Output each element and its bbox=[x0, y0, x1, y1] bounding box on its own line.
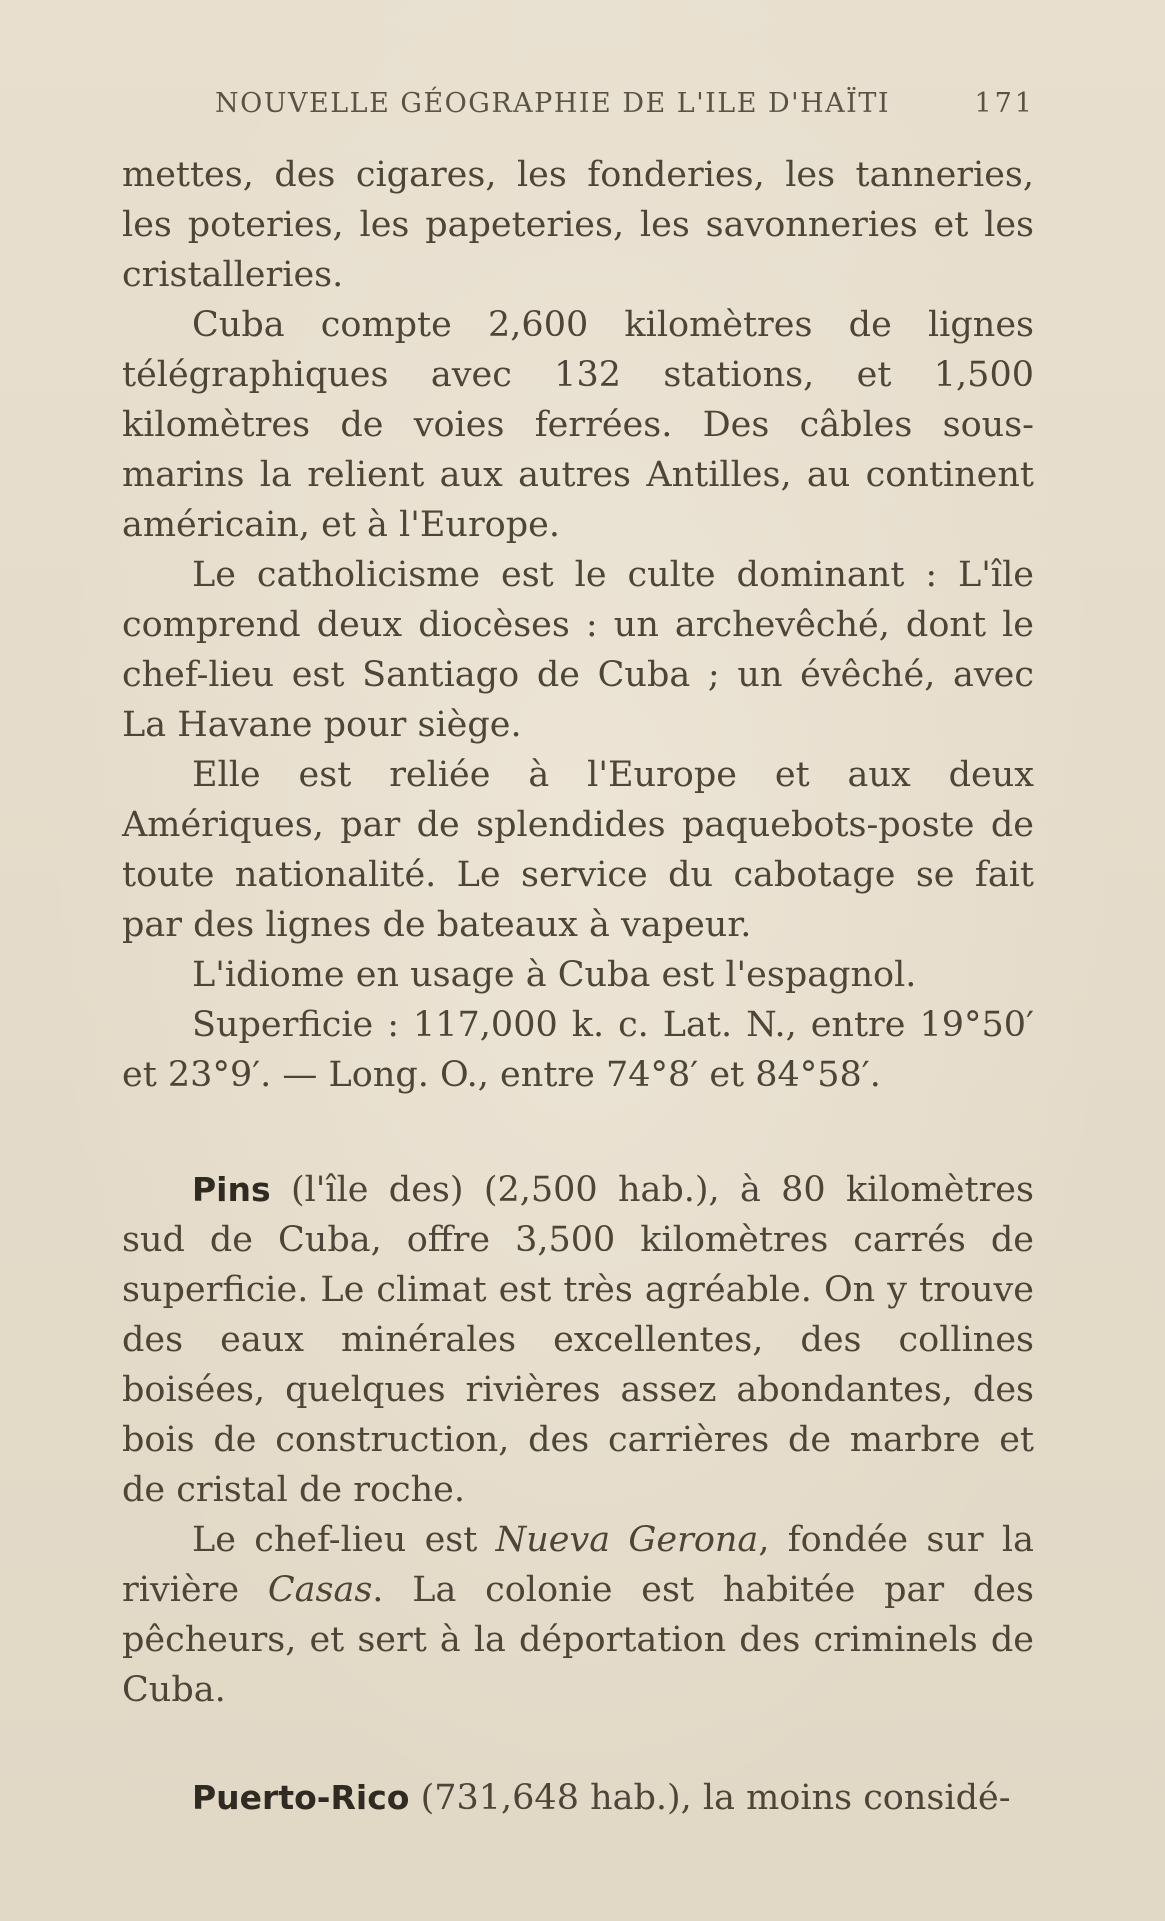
entry-puerto-rico-text: (731,648 hab.), la moins considé- bbox=[420, 1778, 1011, 1818]
paragraph-religion: Le catholicisme est le culte dominant : L'île comprend deux diocèses : un archevêché, dont le chef-lieu est Santiago de Cuba ; un évêché, avec La Havane pour siège. bbox=[122, 555, 1034, 745]
paragraph-continuation: mettes, des cigares, les fonderies, les tanneries, les poteries, les papeteries, les savonneries et les cristalleries. bbox=[122, 155, 1034, 295]
entry-name-pins: Pins bbox=[192, 1170, 271, 1209]
pins-capital-text-b: , fondée sur la rivière bbox=[122, 1520, 1034, 1610]
entry-name-puerto-rico: Puerto-Rico bbox=[192, 1778, 410, 1817]
paragraph-shipping: Elle est reliée à l'Europe et aux deux Amériques, par de splendides paquebots-poste de toute nationalité. Le service du cabotage se fait par des lignes de bateaux à vapeur. bbox=[122, 755, 1034, 945]
paragraph-language: L'idiome en usage à Cuba est l'espagnol. bbox=[192, 955, 917, 995]
paragraph-telegraph: Cuba compte 2,600 kilomètres de lignes télégraphiques avec 132 stations, et 1,500 kilomètres de voies ferrées. Des câbles sous-marins la relient aux autres Antilles, au continent américain, et à l'Europe. bbox=[122, 305, 1034, 545]
page-number: 171 bbox=[974, 88, 1035, 119]
entry-pins bbox=[122, 1165, 1034, 1515]
paragraph-area: Superficie : 117,000 k. c. Lat. N., entre 19°50′ et 23°9′. — Long. O., entre 74°8′ et 84°58′. bbox=[122, 1005, 1034, 1095]
entry-puerto-rico bbox=[122, 1773, 1034, 1823]
pins-capital-text-c: . La colonie est habitée par des pêcheurs, et sert à la déportation des criminels de Cuba. bbox=[122, 1570, 1034, 1710]
running-title: NOUVELLE GÉOGRAPHIE DE L'ILE D'HAÏTI bbox=[215, 88, 890, 119]
entry-pins-text: (l'île des) (2,500 hab.), à 80 kilomètres sud de Cuba, offre 3,500 kilomètres carrés de superficie. Le climat est très agréable. On y trouve des eaux minérales excellentes, des collines boisées, quelques rivières assez abondantes, des bois de construction, des carrières de marbre et de cristal de roche. bbox=[122, 1170, 1034, 1510]
river-name: Casas bbox=[267, 1570, 373, 1610]
town-name: Nueva Gerona bbox=[495, 1520, 759, 1560]
running-head bbox=[215, 88, 1035, 128]
paragraph-pins-capital bbox=[122, 1515, 1034, 1715]
pins-capital-text-a: Le chef-lieu est bbox=[192, 1520, 478, 1560]
body-text bbox=[122, 150, 1034, 1823]
